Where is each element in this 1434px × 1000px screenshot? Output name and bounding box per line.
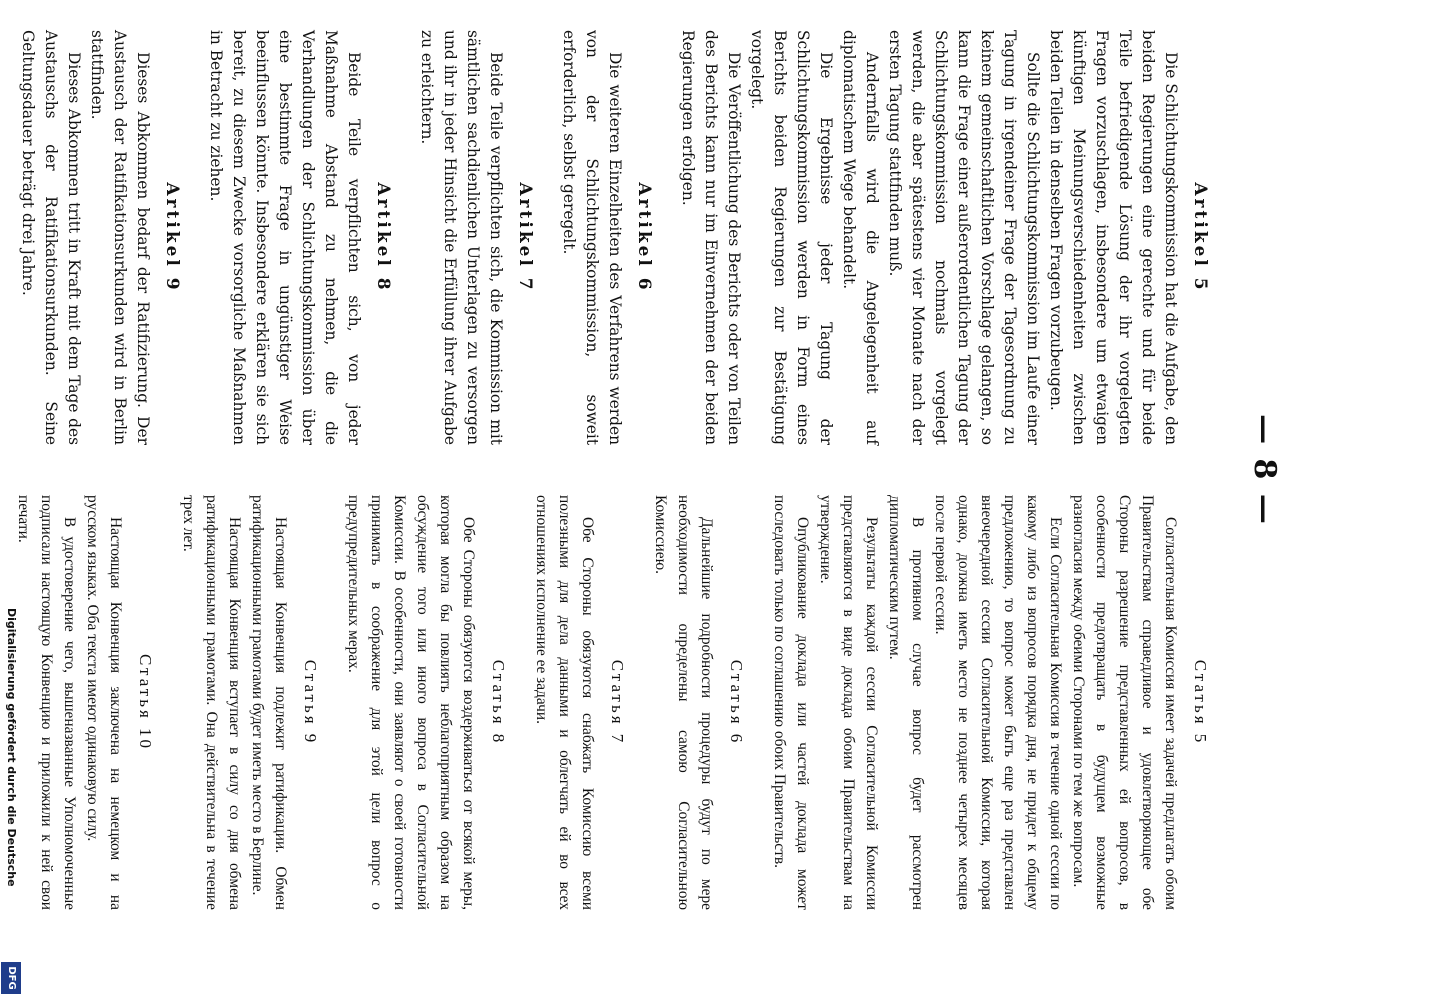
- german-article-9: [16, 30, 182, 445]
- paragraph: Результаты каждой сессии Согласительной Комиссии представляются в виде доклада обоим Правительствам на утверждение.: [817, 495, 880, 910]
- dfg-logo: DFG: [1, 962, 21, 994]
- paragraph: В удостоверение чего, вышеназванные Уполномоченные подписали настоящую Конвенцию и приложили к ней свои печати.: [15, 495, 78, 910]
- paragraph: Обе Стороны обязуются снабжать Комиссию всеми полезными для дела данными и облегчать ей во всех отношениях исполнение ее задачи.: [533, 495, 596, 910]
- paragraph: Die Schlichtungskommission hat die Aufgabe, den beiden Regierungen eine gerechte und für beide Teile befriedigende Lösung der ihr vorgelegten Fragen vorzuschlagen, insbesondere um etwaigen künftigen Meinungsverschiedenheiten zwischen beiden Teilen in denselben Fragen vorzubeugen.: [1047, 30, 1180, 445]
- german-article-8: [204, 30, 393, 445]
- russian-article-5: [768, 495, 1210, 910]
- russian-article-9: [177, 495, 320, 910]
- paragraph: Die Ergebnisse jeder Tagung der Schlichtungskommission werden in Form eines Berichts beiden Regierungen zur Bestätigung vorgelegt.: [748, 30, 835, 445]
- document-sheet: [15, 0, 1330, 970]
- russian-column: [0, 495, 1210, 910]
- article-title: Статья 8: [489, 659, 508, 746]
- article-title: Статья 10: [136, 653, 155, 752]
- russian-article-8: [342, 495, 508, 910]
- paragraph: Согласительная Комиссия имеет задачей предлагать обоим Правительствам справедливое и удовлетворяющее обе Стороны разрешение представленных ей вопросов, в особенности предотвращать в будущем возможные разногласия между обеими Сторонами по тем же вопросам.: [1070, 495, 1179, 910]
- article-title: Статья 6: [727, 659, 746, 746]
- paragraph: Настоящая Конвенция заключена на немецком и на русском языках. Оба текста имеют одинаковую силу.: [84, 495, 124, 910]
- paragraph: В противном случае вопрос будет рассмотрен дипломатическим путем.: [886, 495, 926, 910]
- article-title: Статья 9: [301, 659, 320, 746]
- german-article-6: [557, 30, 654, 445]
- scanned-page: [15, 0, 1330, 970]
- german-article-7: [415, 30, 535, 445]
- article-title: Artikel 5: [1190, 182, 1210, 293]
- paragraph: Die weiteren Einzelheiten des Verfahrens werden von der Schlichtungskommission, soweit erforderlich, selbst geregelt.: [560, 30, 624, 445]
- paragraph: Настоящая Конвенция вступает в силу со дня обмена ратификационными грамотами. Она действительна в течение трех лет.: [180, 495, 243, 910]
- paragraph: Die Veröffentlichung des Berichts oder von Teilen des Berichts kann nur im Einvernehmen der beiden Regierungen erfolgen.: [679, 30, 743, 445]
- russian-article-6: [649, 495, 746, 910]
- page-number: — 8 —: [1247, 414, 1282, 526]
- german-article-5: [676, 30, 1210, 445]
- paragraph: Дальнейшие подробности процедуры будут по мере необходимости определены самою Согласительною Комиссиею.: [652, 495, 715, 910]
- paragraph: Обе Стороны обязуются воздерживаться от всякой меры, которая могла бы повлиять неблагоприятным образом на обсуждение того или иного вопроса в Согласительной Комиссии. В особенности, они заявляют о своей готовности принимать в соображение для этой цели вопрос о предупредительных мерах.: [345, 495, 477, 910]
- paragraph: Dieses Abkommen bedarf der Ratifizierung. Der Austausch der Ratifikationsurkunden wird in Berlin stattfinden.: [88, 30, 152, 445]
- russian-article-7: [530, 495, 627, 910]
- article-title: Статья 5: [1191, 659, 1210, 746]
- paragraph: Sollte die Schlichtungskommission im Laufe einer Tagung in irgendeiner Frage der Tagesordnung zu keinem gemeinschaftlichen Vorschlage gelangen, so kann die Frage einer außerordentlichen Tagung der Schlichtungskommission nochmals vorgelegt werden, die aber spätestens vier Monate nach der ersten Tagung stattfinden muß.: [886, 30, 1042, 445]
- paragraph: Если Согласительная Комиссия в течение одной сессии по какому либо из вопросов порядка дня, не придет к общему предложению, то вопрос может быть еще раз представлен внеочередной сессии Согласительной Комиссии, которая однако, должна иметь место не позднее четырех месяцев после первой сессии.: [932, 495, 1064, 910]
- article-title: Artikel 8: [373, 182, 393, 293]
- paragraph: Beide Teile verpflichten sich, die Kommission mit sämtlichen sachdienlichen Unterlagen zu versorgen und ihr in jeder Hinsicht die Erfüllung ihrer Aufgabe zu erleichtern.: [418, 30, 505, 445]
- credit-text: Digitalisierung gefördert durch die Deutsche: [5, 608, 18, 887]
- paragraph: Andernfalls wird die Angelegenheit auf diplomatischem Wege behandelt.: [840, 30, 881, 445]
- paragraph: Beide Teile verpflichten sich, von jeder Maßnahme Abstand zu nehmen, die die Verhandlungen der Schlichtungskommission über eine bestimmte Frage in ungünstiger Weise beeinflussen könnte. Insbesondere erklären sie sich bereit, zu diesem Zwecke vorsorgliche Maßnahmen in Betracht zu ziehen.: [207, 30, 363, 445]
- german-column: [0, 30, 1210, 445]
- paragraph: Опубликование доклада или частей доклада может последовать только по соглашению обоих Правительств.: [771, 495, 811, 910]
- paragraph: Dieses Abkommen tritt in Kraft mit dem Tage des Austauschs der Ratifikationsurkunden. Seine Geltungsdauer beträgt drei Jahre.: [19, 30, 83, 445]
- bilingual-columns: [0, 30, 1210, 910]
- paragraph: Настоящая Конвенция подлежит ратификации. Обмен ратификационными грамотами будет иметь место в Берлине.: [249, 495, 289, 910]
- article-title: Статья 7: [608, 659, 627, 746]
- article-title: Artikel 7: [515, 182, 535, 293]
- article-title: Artikel 6: [634, 182, 654, 293]
- russian-article-10: [12, 495, 155, 910]
- article-title: Artikel 9: [162, 182, 182, 293]
